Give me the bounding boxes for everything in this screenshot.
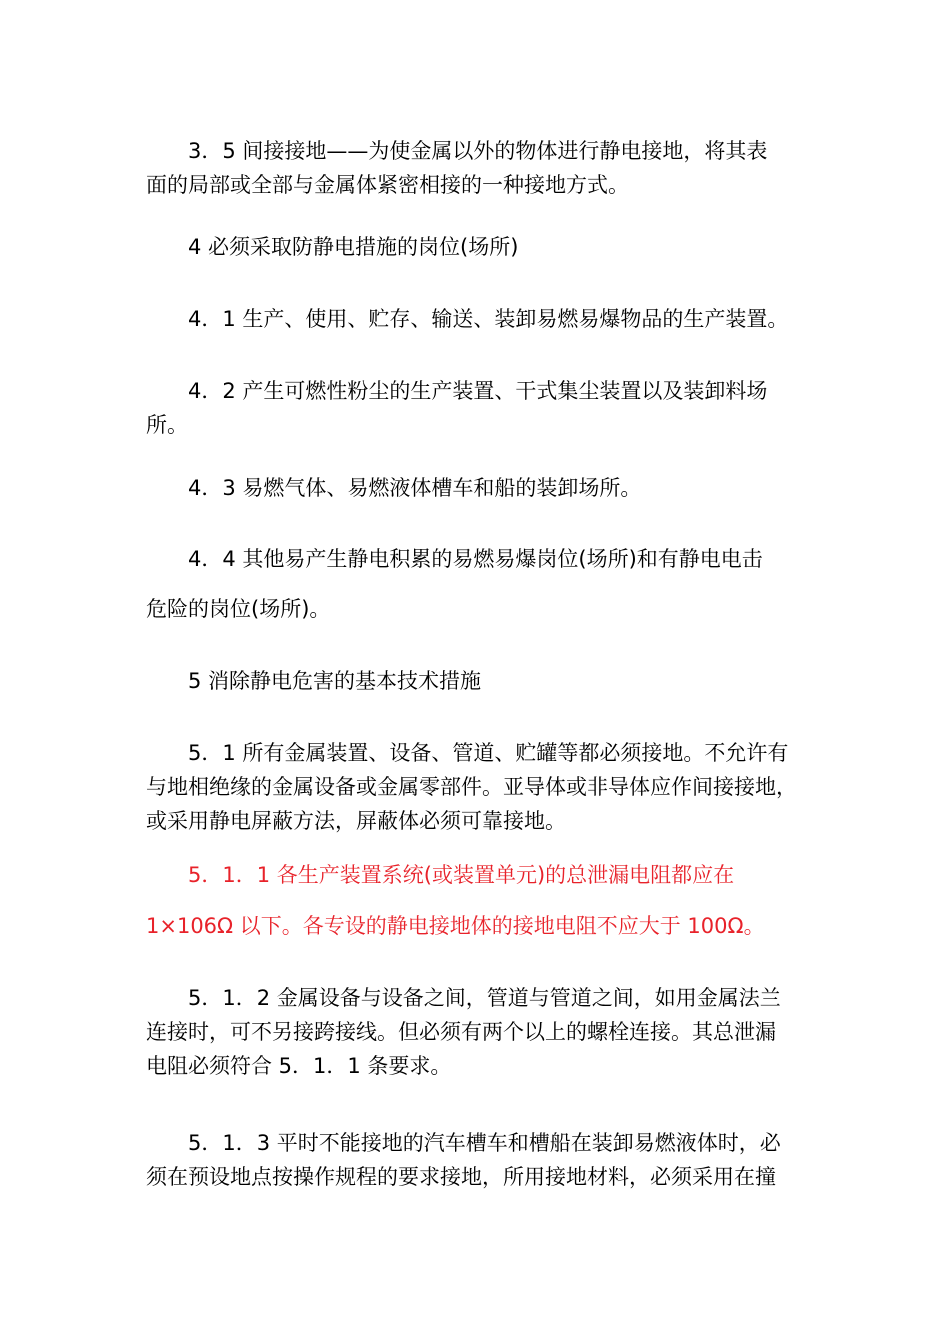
text-line: 4．1 生产、使用、贮存、输送、装卸易燃易爆物品的生产装置。 [188,307,789,331]
text-line: 危险的岗位(场所)。 [146,597,331,621]
text-line: 或采用静电屏蔽方法，屏蔽体必须可靠接地。 [146,809,566,833]
text-line: 5 消除静电危害的基本技术措施 [188,669,482,693]
text-line: 5．1．1 各生产装置系统(或装置单元)的总泄漏电阻都应在 [188,863,735,887]
heading-section-4 [146,230,826,264]
paragraph-4-4-continued [146,592,826,626]
paragraph-5-1-2 [146,981,826,1083]
paragraph-4-1 [146,302,826,336]
text-line: 5．1．2 金属设备与设备之间，管道与管道之间，如用金属法兰 [188,986,781,1010]
text-line: 5．1．3 平时不能接地的汽车槽车和槽船在装卸易燃液体时，必 [188,1131,781,1155]
text-line: 面的局部或全部与金属体紧密相接的一种接地方式。 [146,173,629,197]
paragraph-5-1-1-continued [146,909,826,943]
text-line: 所。 [146,413,188,437]
text-line: 须在预设地点按操作规程的要求接地，所用接地材料，必须采用在撞 [146,1165,776,1189]
text-line: 4．4 其他易产生静电积累的易燃易爆岗位(场所)和有静电电击 [188,547,763,571]
paragraph-4-2 [146,374,826,442]
paragraph-5-1-1 [146,858,826,892]
text-line: 1×106Ω 以下。各专设的静电接地体的接地电阻不应大于 100Ω。 [146,914,765,938]
paragraph-4-3 [146,471,826,505]
text-line: 连接时，可不另接跨接线。但必须有两个以上的螺栓连接。其总泄漏 [146,1020,776,1044]
text-line: 4．3 易燃气体、易燃液体槽车和船的装卸场所。 [188,476,642,500]
text-line: 与地相绝缘的金属设备或金属零部件。亚导体或非导体应作间接接地， [146,775,797,799]
heading-section-5 [146,664,826,698]
text-line: 5．1 所有金属装置、设备、管道、贮罐等都必须接地。不允许有 [188,741,789,765]
paragraph-5-1-3 [146,1126,826,1194]
paragraph-4-4 [146,542,826,576]
text-line: 4 必须采取防静电措施的岗位(场所) [188,235,519,259]
text-line: 4．2 产生可燃性粉尘的生产装置、干式集尘装置以及装卸料场 [188,379,768,403]
paragraph-5-1 [146,736,826,838]
text-line: 3．5 间接接地——为使金属以外的物体进行静电接地，将其表 [188,139,768,163]
text-line: 电阻必须符合 5．1．1 条要求。 [146,1054,452,1078]
paragraph-3-5 [146,134,826,202]
